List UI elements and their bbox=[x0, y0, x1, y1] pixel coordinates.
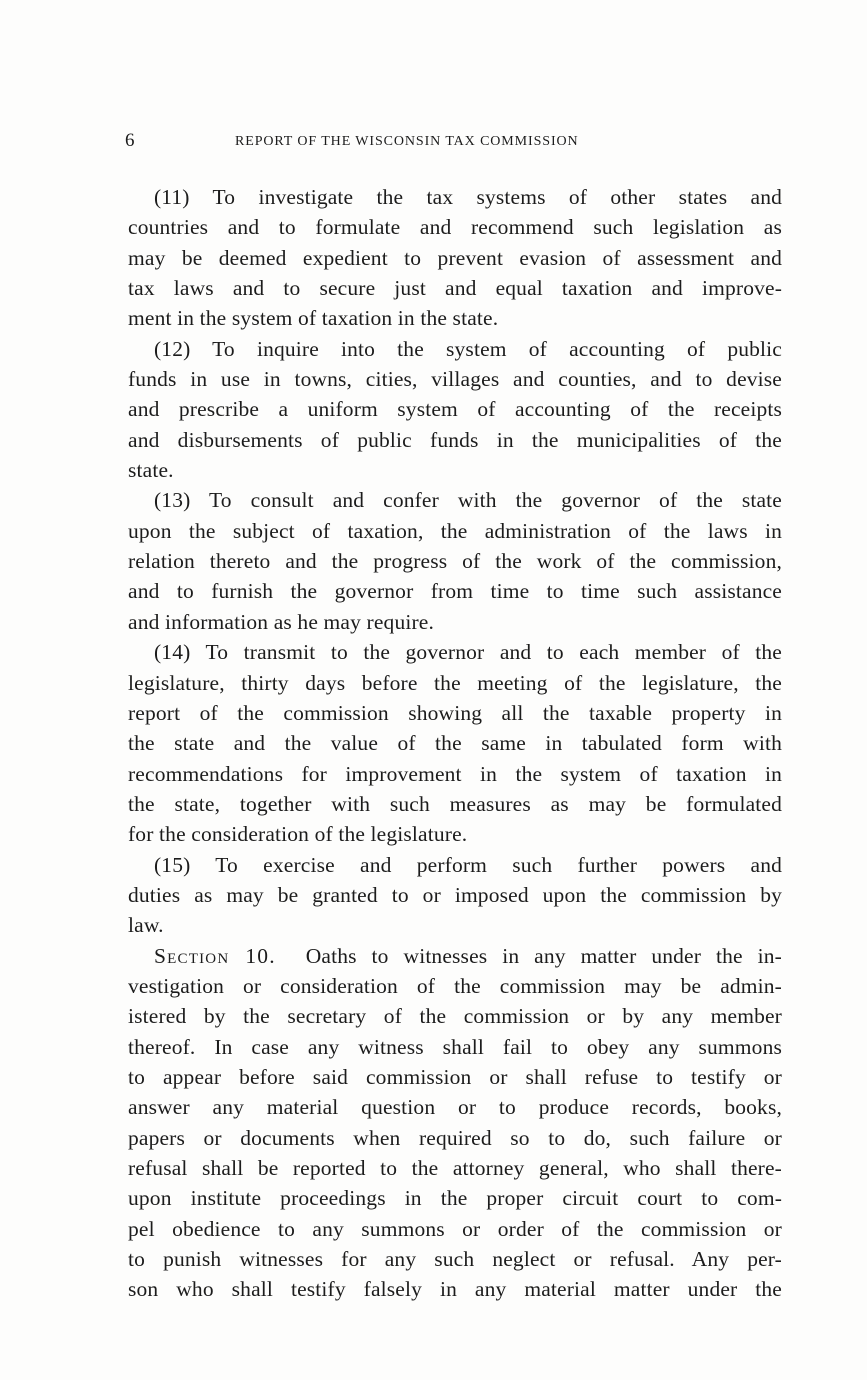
section-first-line bbox=[128, 941, 782, 971]
text-line: and prescribe a uniform system of accounting of the receipts bbox=[128, 397, 782, 422]
text-line: thereof. In case any witness shall fail to obey any summons bbox=[128, 1034, 782, 1059]
text-line: papers or documents when required so to do, such failure or bbox=[128, 1125, 782, 1150]
text-line: the state and the value of the same in tabulated form with bbox=[128, 731, 782, 756]
text-line: countries and to formulate and recommend such legislation as bbox=[128, 215, 782, 240]
text-line: and to furnish the governor from time to time such assistance bbox=[128, 579, 782, 604]
text-line: legislature, thirty days before the meeting of the legislature, the bbox=[128, 670, 782, 695]
body-text bbox=[128, 182, 782, 1305]
text-line: state. bbox=[128, 458, 174, 483]
text-line: relation thereto and the progress of the work of the commission, bbox=[128, 549, 782, 574]
text-line: upon the subject of taxation, the administration of the laws in bbox=[128, 518, 782, 543]
running-head: REPORT OF THE WISCONSIN TAX COMMISSION bbox=[235, 134, 579, 149]
text-line: and disbursements of public funds in the municipalities of the bbox=[128, 427, 782, 452]
text-line: (15) To exercise and perform such further powers and bbox=[154, 852, 782, 877]
text-line: ment in the system of taxation in the state. bbox=[128, 306, 499, 331]
text-line: to punish witnesses for any such neglect or refusal. Any per- bbox=[128, 1247, 782, 1272]
text-line: (13) To consult and confer with the governor of the state bbox=[154, 488, 782, 513]
text-line: vestigation or consideration of the commission may be admin- bbox=[128, 973, 782, 998]
text-line: law. bbox=[128, 913, 164, 938]
text-line: (11) To investigate the tax systems of other states and bbox=[154, 185, 782, 209]
text-line: funds in use in towns, cities, villages and counties, and to devise bbox=[128, 367, 782, 392]
text-line: may be deemed expedient to prevent evasion of assessment and bbox=[128, 245, 782, 270]
text-line: refusal shall be reported to the attorney general, who shall there- bbox=[128, 1156, 782, 1180]
text-line: answer any material question or to produce records, books, bbox=[128, 1095, 782, 1120]
text-line: and information as he may require. bbox=[128, 609, 434, 634]
text-line: istered by the secretary of the commission or by any member bbox=[128, 1004, 782, 1029]
text-line: son who shall testify falsely in any material matter under the bbox=[128, 1277, 782, 1302]
text-line: for the consideration of the legislature. bbox=[128, 822, 468, 847]
section-label: Section 10. bbox=[154, 943, 276, 968]
text-line: tax laws and to secure just and equal taxation and improve- bbox=[128, 276, 782, 301]
page-number: 6 bbox=[125, 130, 135, 151]
text-line: (14) To transmit to the governor and to each member of the bbox=[154, 640, 782, 665]
text-line: (12) To inquire into the system of accounting of public bbox=[154, 336, 782, 361]
text-line: Oaths to witnesses in any matter under the in- bbox=[305, 943, 782, 968]
text-line: to appear before said commission or shall refuse to testify or bbox=[128, 1064, 782, 1089]
page-header bbox=[125, 130, 780, 154]
text-line: report of the commission showing all the taxable property in bbox=[128, 700, 782, 725]
text-line: duties as may be granted to or imposed upon the commission by bbox=[128, 882, 782, 907]
text-line: recommendations for improvement in the system of taxation in bbox=[128, 761, 782, 786]
text-line: the state, together with such measures as may be formulated bbox=[128, 791, 782, 816]
text-line: pel obedience to any summons or order of the commission or bbox=[128, 1216, 782, 1241]
text-line: upon institute proceedings in the proper circuit court to com- bbox=[128, 1186, 782, 1211]
